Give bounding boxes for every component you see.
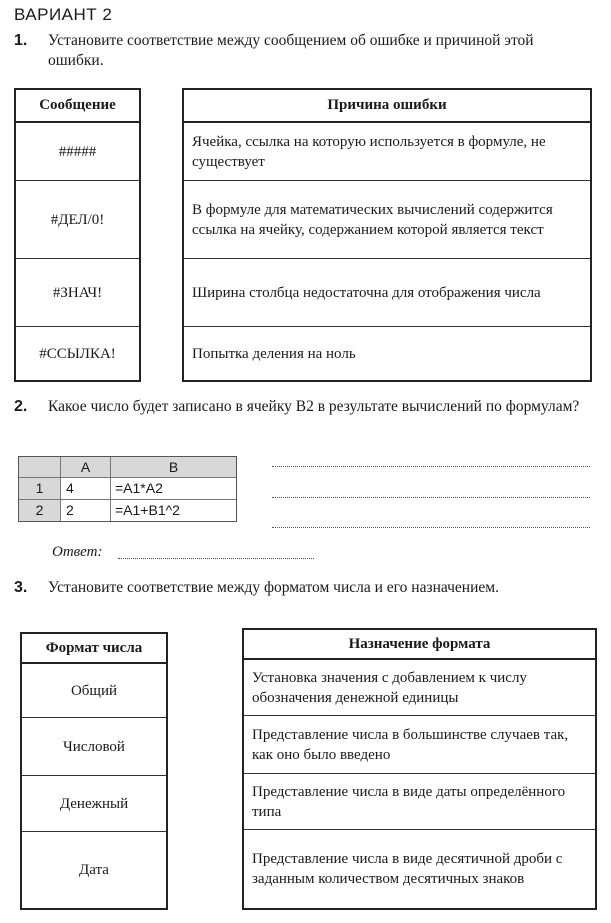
- cell-a2: 2: [61, 500, 111, 521]
- answer-label: Ответ:: [52, 544, 103, 560]
- question-1-text: Установите соответствие между сообщением об ошибке и причиной этой ошибки.: [48, 32, 534, 69]
- spreadsheet-row: [19, 478, 236, 499]
- q3-purpose-cell: Представление числа в виде даты определённого типа: [244, 774, 595, 830]
- q1-cause-cell: Попытка деления на ноль: [192, 345, 356, 362]
- row-header: 1: [19, 478, 61, 498]
- question-1: [14, 31, 592, 71]
- row-header: 2: [19, 500, 61, 521]
- answer-line[interactable]: [272, 497, 590, 498]
- question-3: [14, 578, 592, 598]
- q3-format-header: Формат числа: [22, 634, 166, 664]
- spreadsheet-row: [19, 500, 236, 521]
- question-3-number: 3.: [14, 579, 28, 596]
- q1-message-cell: #####: [16, 123, 139, 181]
- q1-cause-table: [182, 88, 592, 382]
- answer-input-line[interactable]: [118, 558, 314, 559]
- question-2: [14, 397, 592, 417]
- q1-message-cell: #ДЕЛ/0!: [16, 181, 139, 259]
- q3-purpose-cell: Представление числа в большинстве случаев так, как оно было введено: [244, 716, 595, 774]
- q1-cause-cell: Ширина столбца недостаточна для отображения числа: [184, 259, 590, 327]
- q3-format-cell: Общий: [22, 664, 166, 718]
- cell-b1: =A1*A2: [115, 480, 163, 497]
- spreadsheet-table: [18, 456, 237, 522]
- q1-message-cell: #ССЫЛКА!: [39, 345, 116, 362]
- column-header-a: A: [61, 457, 111, 477]
- answer-line[interactable]: [272, 466, 590, 467]
- q1-cause-cell: Ячейка, ссылка на которую используется в формуле, не существует: [184, 123, 590, 181]
- variant-title: ВАРИАНТ 2: [14, 5, 113, 24]
- q3-format-table: [20, 632, 168, 910]
- q3-format-cell: Денежный: [22, 776, 166, 832]
- q1-message-header: Сообщение: [16, 90, 139, 123]
- q1-message-cell: #ЗНАЧ!: [16, 259, 139, 327]
- q3-purpose-table: [242, 628, 597, 910]
- answer-line[interactable]: [272, 527, 590, 528]
- cell-a1: 4: [61, 478, 111, 498]
- corner-cell: [19, 457, 61, 477]
- q1-message-table: [14, 88, 141, 382]
- cell-b2: =A1+B1^2: [115, 501, 180, 518]
- q1-cause-cell: В формуле для математических вычислений содержится ссылка на ячейку, содержанием которой является текст: [184, 181, 590, 259]
- spreadsheet-header-row: [19, 457, 236, 478]
- q3-purpose-cell: Представление числа в виде десятичной дроби с заданным количеством десятичных знаков: [252, 851, 563, 887]
- q3-format-cell: Дата: [79, 862, 109, 878]
- q3-purpose-header: Назначение формата: [244, 630, 595, 660]
- question-2-number: 2.: [14, 398, 28, 415]
- q3-purpose-cell: Установка значения с добавлением к числу обозначения денежной единицы: [244, 660, 595, 716]
- question-1-number: 1.: [14, 32, 28, 49]
- q3-format-cell: Числовой: [22, 718, 166, 776]
- question-2-text: Какое число будет записано в ячейку B2 в результате вычислений по формулам?: [48, 398, 580, 415]
- question-3-text: Установите соответствие между форматом числа и его назначением.: [48, 579, 499, 596]
- column-header-b: B: [111, 457, 236, 477]
- q1-cause-header: Причина ошибки: [184, 90, 590, 123]
